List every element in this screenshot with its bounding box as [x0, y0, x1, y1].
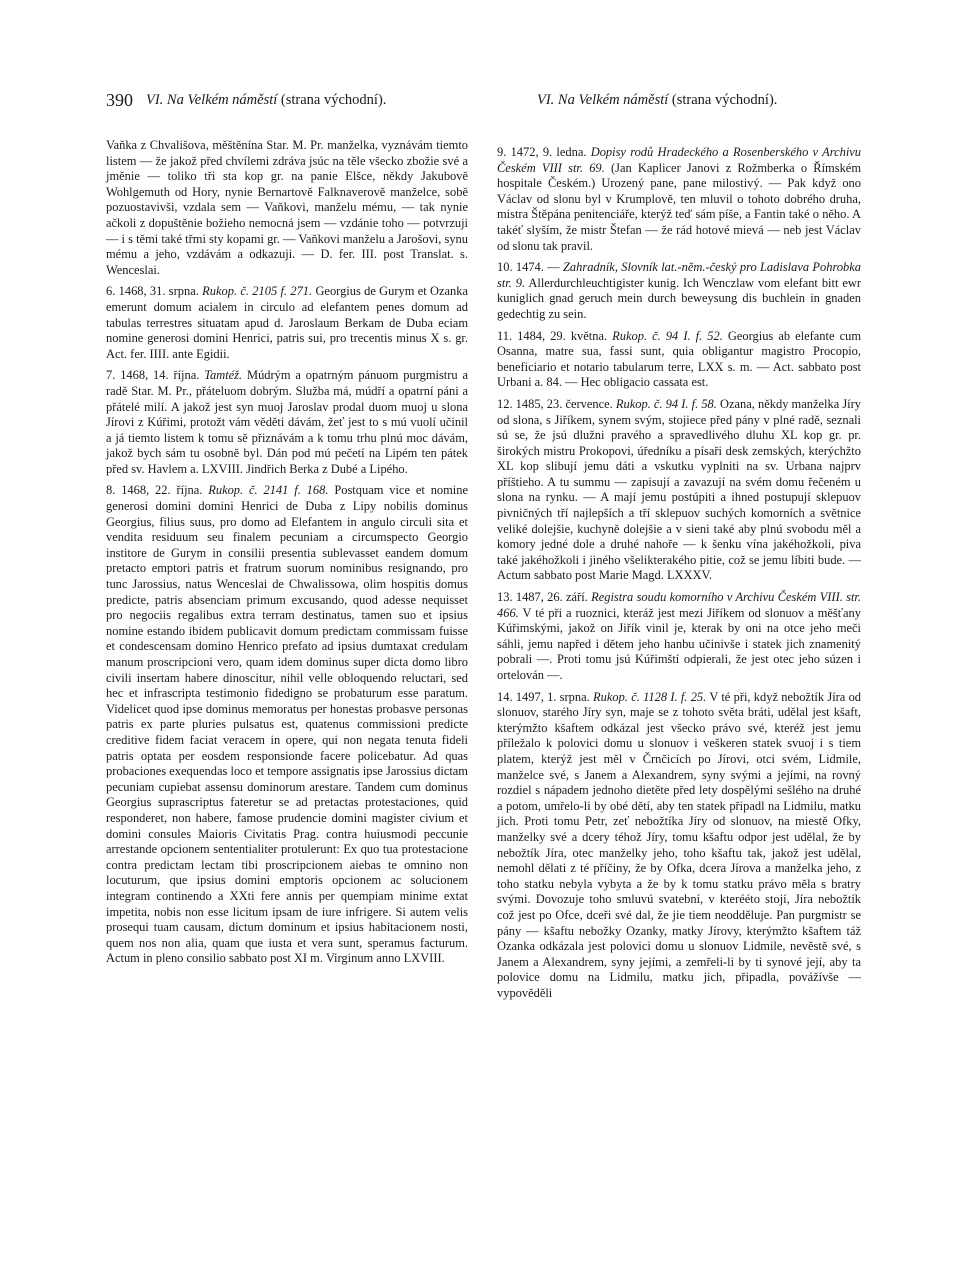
right-title-italic: VI. Na Velkém náměstí — [537, 92, 669, 108]
entry-6-head: 6. 1468, 31. srpna. — [106, 284, 199, 299]
right-running-title — [537, 92, 777, 109]
entry-14 — [497, 690, 861, 1002]
entry-14-body: V té při, když nebožtík Jíra od slonuov, starého Jíry syn, maje se z tohoto světa bráti, udělal jest kšaft, kterýmžto kšaftem odkázal jest všecko právo své, kteréž jest jemu příležalo k polovici domu u slonuov i veškeren statek svuoj i s tiem platem, kterýž jest měl v Črnčicích po Jírovi, otci svém, Lidmile, manželce své, s Janem a Alexandrem, syny svými a jejími, na rovný rozdiel s nápadem jednoho dietěte před lety dospělými sešlého na druhé a potom, umřelo-li by obé dětí, aby ten statek připadl na Lidmilu, matku jich. Proti tomu Petr, zeť nebožtíka Jíry od slonuov, na miestě Ofky, manželky své a dcery téhož Jíry, tomu kšaftu odpor jest udělal, že by nebožtík Jíra, otec manželky jeho, toho kšaftu tak, jakož jest udělal, nemohl dělati z té příčiny, že by Ofka, dcera Jírova a manželka jeho, z toho statku nebyla vybyta a že by k tomu statku právo měla s bratry svými. Dovozuje toho smluvú svatební, v kterééto stojí, Jíra nebožtík což jest po Ofce, dceři své dal, že jie tiem neodděluje. Pan purgmistr se pány — kšaftu nebožky Ozanky, matky Jírovy, kterýmžto kšaftem táž Ozanka odkázala jest polovici domu u slonuov Lidmile, nevěstě své, s Janem a Alexandrem, syny jejími, a zemřeli-li by ti synové její, aby ta polovice domu na Lidmilu, matku jich, připadla, povážívše — vypověděli — [497, 689, 862, 1000]
right-title-plain: (strana východní). — [671, 92, 778, 108]
entry-9-reference: Dopisy rodů Hradeckého a Rosenberského v Archivu Českém VIII str. 69. — [497, 145, 862, 175]
entry-7 — [106, 368, 468, 477]
entry-7-body: Múdrým a opatrným pánuom purgmistru a radě Star. M. Pr., přáteluom dobrým. Služba má, múdří a opatrní páni a přátelé milí. A jakož jest syn muoj Jaroslav prodal duom muoj u slona Jírovi z Kúřimi, protožt vám věděti dávám, žeť jest to s mú vuolí učinil a já tiemto listem k tomu sě přiznávám a k tomu trhu plnú moc dávám, jakož bych sám tu osobně byl. Dán pod mú pečetí na Lipém ten pátek před sv. Havlem a. LXVIII. Jindřich Berka z Dubé a Lipého. — [106, 368, 469, 476]
entry-7-head: 7. 1468, 14. října. — [106, 368, 200, 383]
entry-11-reference: Rukop. č. 94 I. f. 52. — [612, 328, 723, 343]
entry-12 — [497, 397, 861, 584]
entry-6-reference: Rukop. č. 2105 f. 271. — [202, 284, 313, 299]
running-header — [0, 90, 960, 114]
entry-11-body: Georgius ab elefante cum Osanna, matre sua, fassi sunt, quia obligantur magistro Procopio, beneficiario et notario tabularum terre, LXX s. m. — Act. sabbato post Urbani a. 84. — Hec obligacio cassata est. — [497, 328, 861, 390]
entry-13 — [497, 590, 861, 684]
entry-5-continuation: Vaňka z Chvališova, měštěnína Star. M. Pr. manželka, vyznávám tiemto listem — že jakož před chvílemi zdráva jsúc na těle všecko zbožie své a jměnie — toliko tři sta kop gr. na panie Elšce, někdy Jakubově Wohlgemuth od Hory, nynie Bernartově Falknaverově manželce, sobě pozuostavivši, vzdala sem — Vaňkovi, manželu mému, — tak nynie ačkoli z dopuštěnie božieho nemocná jsem — vzdánie toho — potvrzuji — i s těmi také třmi sty kopami gr. — Vaňkovi manželu a Jarošovi, synu mému a jeho, vzdávám a odkazuji. — D. fer. III. post Translat. s. Wenceslai. — [106, 138, 468, 277]
entry-8-head: 8. 1468, 22. října. — [106, 483, 203, 498]
entry-9 — [497, 145, 861, 254]
left-column — [106, 138, 468, 973]
entry-12-reference: Rukop. č. 94 I. f. 58. — [615, 396, 717, 411]
entry-10 — [497, 260, 861, 322]
entry-6 — [106, 284, 468, 362]
entry-9-head: 9. 1472, 9. ledna. — [497, 145, 587, 159]
entry-11 — [497, 329, 861, 391]
entry-6-body: Georgius de Gurym et Ozanka emerunt domum acialem in circulo ad elefantem penes domum ad tabulas terrestres situatam apud d. Jaroslaum Berkam de Duba eciam nomine generosi domini Henrici, patris sui, pro trecentis minus X s. gr. Act. fer. IIII. ante Egidii. — [106, 284, 468, 361]
entry-12-head: 12. 1485, 23. července. — [497, 396, 613, 411]
entry-8-body: Postquam vice et nomine generosi domini domini Henrici de Duba z Lipy nobilis dominus Georgius, filius suus, pro domo ad Elefantem in angulo circuli sita et vendita residuum seu finalem pecuniam a circumspecto Georgio institore de Gurym in consilii presentia sublevasset eandem domum pretacto emptori patris et fratrum suorum nominibus resignando, pro tunc Jarossius, natus Wenceslai de Chwalissowa, olim hospitis domus predicte, patris absenciam primum excusando, quod adesse nequisset pro negociis regalibus extra terram destinatus, tamen suo et ipsius nomine estando ibidem publicavit domum predictam commissam fuisse et condescensam domino Henrico prefato ad ipsius dumtaxat credulam manum proscripcioni vero, quam idem dominus super dicta domo libro civili insertam habere dinoscitur, nihil velle obloquendo reluctari, sed hec et infrascripta testimonio fidedigno se probaturum esse paratum. Videlicet quod ipse dominus memoratus per honestas probasve personas patris ex parte pluries pulsatus est, quatenus commissioni predicte creditive fidem faciat veracem in opere, qui non negata tenuta fideli patris optata per eosdem responsionde facere policebatur. Ad quas probaciones exequendas loco et tempore assignatis ipse Jarossius dictam pecuniam cupiebat assensu dominorum arestare. Tandem cum dominus Georgius suprascriptus fatеretur se ad pretactas protestaciones, quid responderet, non habere, famose prudencie domini magister civium et domini consules Maioris Civitatis Prag. contra huiusmodi peccunie arrestande opcionem sententialiter protulerunt: Ex quo tua protestacione contra predictam lectam tibi proscripcionem aiebas te omnino non locuturum, que ipsius domini emptoris opcionem ac solucionem integram continendo a XXti fere annis per quempiam minime extat impetita, nobis non esse licitum ipsam de iure infrigere. Si autem velis prosequi tuam causam, dictum dominum et ipsius habitacionem nosti, quem nos non alia, quam que iusta et vera sunt, speramus facturum. Actum in pleno consilio sabbato post XI m. Virginum anno LXVIII. — [106, 483, 469, 966]
entry-10-body: Allerdurchleuchtigister kunig. Ich Wenczlaw vom elefant bitt ewr kuniglich gnad geruch mein durch beweysung dis buchlein in gnaden gedechtig zu sein. — [497, 275, 861, 321]
entry-12-body: Ozana, někdy manželka Jíry od slona, s Jiříkem, synem svým, stojiece před pány v plné radě, seznali sú se, že jsú dlužni pravého a spravedlivého dluhu XL kop gr. pr. širokých mistru Prokopovi, úředníku a písaři desk zemských, kterýchžto XL kop slibují jemu dáti a vskutku vyplniti na sv. Urbana najprv příštieho. A tu summu — zapisují a zavazují na svém domu řečeném u slona na rynku. — A mají jemu postúpiti a ihned postupují sklepuov pivničných tří najlepších a tří sklepuov suchých komorních a světnice veliké dolejšie, kuchyně dolejšie a v sieni také aby plnú svobodu měl a komory jedné dole a druhé nahoře — k šenku vína jakéhožkoli, piva také jakéhožkoli i jiného všelikterakého pitie, což se jemu líbiti bude. — Actum sabbato post Marie Magd. LXXXV. — [497, 396, 861, 583]
entry-7-reference: Tamtéž. — [204, 368, 243, 383]
entry-10-head: 10. 1474. — — [497, 260, 560, 275]
entry-8-reference: Rukop. č. 2141 f. 168. — [208, 483, 329, 498]
entry-9-body: (Jan Kaplicer Janovi z Rožmberka o Římském hospitale Českém.) Urozený pane, pane milostivý. — Pak když ono Václav od slonu byl v Krumplově, ten mluvil o tohoto dobrého druha, mistra Štěpána penitenciáře, kterýž teď sám píše, a Fantin také o něho. A takéť slyším, že mistr Štefan — že rád hotové mievá — neb jest Václav od slonu tak pravil. — [497, 160, 861, 253]
entry-10-reference: Zahradník, Slovník lat.-něm.-český pro Ladislava Pohrobka str. 9. — [497, 260, 861, 290]
entry-14-reference: Rukop. č. 1128 I. f. 25. — [593, 689, 707, 704]
entry-13-head: 13. 1487, 26. září. — [497, 590, 588, 605]
entry-8 — [106, 483, 468, 966]
left-title-plain: (strana východní). — [280, 92, 387, 108]
entry-14-head: 14. 1497, 1. srpna. — [497, 689, 590, 704]
entry-13-reference: Registra soudu komorního v Archivu Českém VIII. str. 466. — [497, 590, 862, 620]
left-title-italic: VI. Na Velkém náměstí — [146, 92, 278, 108]
page-number: 390 — [106, 90, 133, 110]
entry-13-body: V té při a ruoznici, kteráž jest mezi Jiříkem od slonuov a měšťany Kúřimskými, jakož on Jiřík vinil je, kterak by oni na otce jeho meči sáhli, jemu napřed i dětem jeho hanbu učinivše i statek jich znamenitý pobrali —. Proti tomu jsú Kúřimští odpierali, že jest otec jeho súzen i ortelován —. — [497, 605, 861, 682]
left-running-title — [146, 92, 386, 109]
right-column — [497, 145, 861, 1007]
entry-11-head: 11. 1484, 29. května. — [497, 328, 608, 343]
